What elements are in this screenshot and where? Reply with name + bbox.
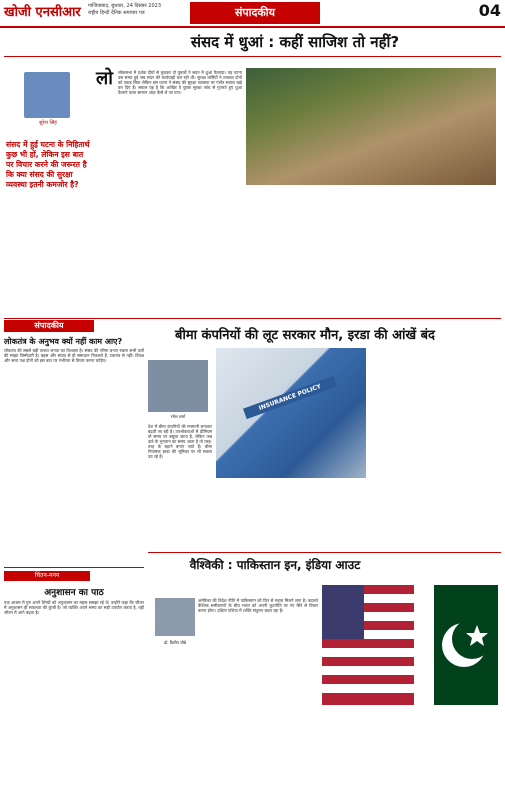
article4-body: अमेरिका की विदेश नीति में पाकिस्तान को फिर से महत्व मिलने लगा है। बदलते वैश्विक समीकरणों के बीच भारत को अपनी कूटनीति पर नए सिरे से विचार करना होगा। दक्षिण एशिया में शक्ति संतुलन बदल रहा है। [198,598,318,613]
article1-column-1 [118,70,242,312]
chintan-section-label: चिंतन-मनन [4,571,90,581]
dropcap: लो [96,68,113,89]
article4-column-0 [155,650,195,794]
article2-column-1 [148,424,212,552]
author-photo [24,72,70,118]
article3-column [4,600,144,795]
article4-column-1 [198,598,318,794]
editorial-section-label: संपादकीय [4,320,94,332]
author-name: रमेश शर्मा [170,414,186,419]
editorial-headline: लोकतंत्र के अनुभव क्यों नहीं काम आए? [4,337,123,346]
editorial-body: लोकतंत्र की सबसे बड़ी ताकत जनता का विश्वास है। संसद की गरिमा बनाए रखना सभी दलों की साझा जिम्मेदारी है। बहस और संवाद से ही समाधान निकलते हैं, टकराव से नहीं। विपक्ष और सत्ता पक्ष दोनों को इस बात पर गंभीरता से विचार करना चाहिए। [4,348,144,363]
insurance-policy-photo [216,348,366,478]
editorial-column [4,348,144,566]
divider [148,552,501,553]
article1-headline: संसद में धुआं : कहीं साजिश तो नहीं? [190,33,400,51]
pull-quote: संसद में हुई घटना के निहितार्थ कुछ भी हों, लेकिन इस बात पर विचार करने की जरूरत है कि क्या संसद की सुरक्षा व्यवस्था इतनी कमजोर है? [6,140,90,189]
article2-column-2 [216,482,290,552]
section-title: संपादकीय [190,2,320,24]
newspaper-logo: खोजी एनसीआर [4,5,81,20]
page-number: 04 [478,1,501,20]
divider [4,567,144,568]
article1-column-3 [330,190,410,312]
article1-column-2 [246,190,326,312]
author-photo [148,360,208,412]
article4-column-3 [412,590,500,794]
article1-column-4 [414,70,500,312]
dateline-date: गाजियाबाद, बुधवार, 24 दिसंबर 2023 [88,3,162,9]
author-name: डॉ. दिलीप चौबे [163,640,187,645]
divider [4,56,501,57]
article2-headline: बीमा कंपनियों की लूट सरकार मौन, इरडा की आंखें बंद [175,328,435,343]
article3-headline: अनुशासन का पाठ [44,588,104,598]
us-flag-icon [322,585,414,705]
author-name: सुरेश सिंह [39,120,57,126]
article1-body: लोकसभा में दर्शक दीर्घा से कूदकर दो युवकों ने सदन में धुआं फैलाया। यह घटना उस समय हुई जब सदन की कार्यवाही चल रही थी। सुरक्षा कर्मियों ने तत्काल दोनों को पकड़ लिया लेकिन इस घटना ने संसद की सुरक्षा व्यवस्था पर गंभीर सवाल खड़े कर दिए हैं। सवाल यह है कि आखिर ये युवक सुरक्षा जांच से गुजरते हुए धुआं फैलाने वाला सामान अंदर कैसे ले जा पाए। [118,70,242,95]
article4-column-2 [322,710,408,794]
insurance-policy-label: INSURANCE POLICY [243,376,337,419]
dateline [88,3,161,17]
article2-column-3 [294,482,368,552]
divider [4,318,501,319]
article2-body: देश में बीमा कंपनियों की मनमानी लगातार बढ़ती जा रही है। उपभोक्ताओं से प्रीमियम तो समय पर वसूला जाता है, लेकिन जब दावे के भुगतान का समय आता है तो तरह-तरह के बहाने बनाए जाते हैं। बीमा नियामक इरडा की भूमिका पर भी सवाल उठ रहे हैं। [148,424,212,459]
author-photo [155,598,195,636]
dateline-subline: राष्ट्रीय हिन्दी दैनिक समाचार पत्र [88,10,145,16]
article2-column-4 [372,348,500,552]
article3-body: एक आश्रम में गुरु अपने शिष्यों को अनुशासन का महत्व समझा रहे थे। उन्होंने कहा कि जीवन में अनुशासन ही सफलता की कुंजी है। जो व्यक्ति अपने समय का सही उपयोग करता है, वही जीवन में आगे बढ़ता है। [4,600,144,615]
article4-headline: वैश्विकी : पाकिस्तान इन, इंडिया आउट [189,558,361,572]
